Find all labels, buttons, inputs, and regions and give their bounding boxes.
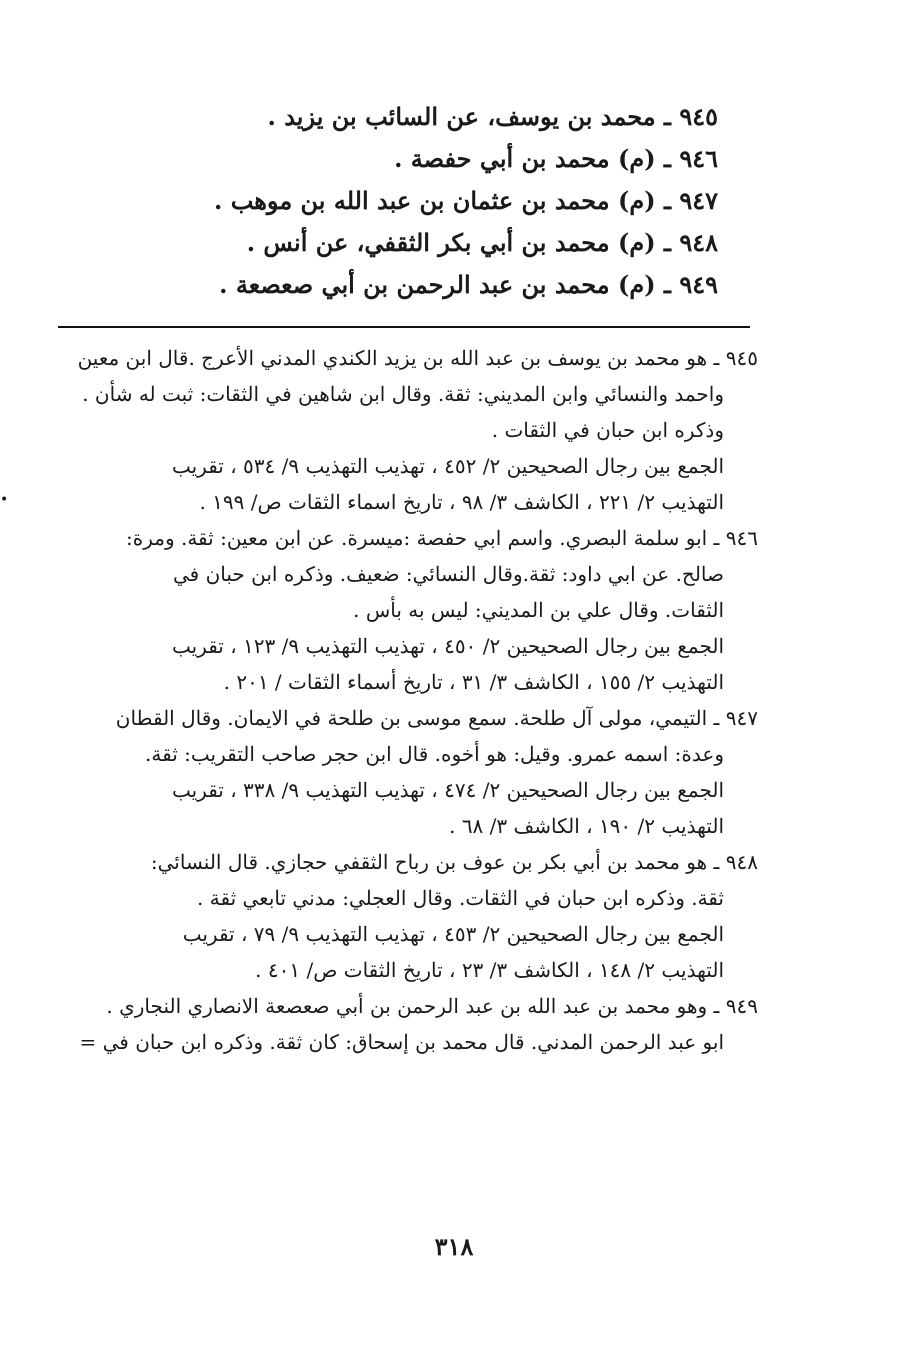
footnote-line: الجمع بين رجال الصحيحين ٢/ ٤٥٢ ، تهذيب التهذيب ٩/ ٥٣٤ ، تقريب [171, 454, 724, 478]
footnote-948 [58, 844, 758, 988]
footnotes [58, 340, 758, 1060]
main-entry: ٩٤٦ ـ (م) محمد بن أبي حفصة . [394, 144, 718, 173]
main-entry: ٩٤٨ ـ (م) محمد بن أبي بكر الثقفي، عن أنس . [246, 228, 718, 257]
footnote-line: صالح. عن ابي داود: ثقة.وقال النسائي: ضعيف. وذكره ابن حبان في [172, 562, 724, 586]
footnote-line: ٩٤٦ ـ ابو سلمة البصري. واسم ابي حفصة :ميسرة. عن ابن معين: ثقة. ومرة: [125, 526, 758, 550]
footnote-line: التهذيب ٢/ ١٥٥ ، الكاشف ٣/ ٣١ ، تاريخ أسماء الثقات / ٢٠١ . [223, 670, 724, 694]
footnote-line: ثقة. وذكره ابن حبان في الثقات. وقال العجلي: مدني تابعي ثقة . [197, 886, 724, 910]
footnote-line: التهذيب ٢/ ٢٢١ ، الكاشف ٣/ ٩٨ ، تاريخ اسماء الثقات ص/ ١٩٩ . [199, 490, 724, 514]
footnote-946 [58, 520, 758, 700]
main-entry: ٩٤٩ ـ (م) محمد بن عبد الرحمن بن أبي صعصعة . [219, 270, 718, 299]
footnote-line: التهذيب ٢/ ١٤٨ ، الكاشف ٣/ ٢٣ ، تاريخ الثقات ص/ ٤٠١ . [255, 958, 724, 982]
footnote-line: ٩٤٨ ـ هو محمد بن أبي بكر بن عوف بن رباح الثقفي حجازي. قال النسائي: [150, 850, 758, 874]
footnote-line: ٩٤٥ ـ هو محمد بن يوسف بن عبد الله بن يزيد الكندي المدني الأعرج .قال ابن معين [77, 346, 758, 370]
main-entry: ٩٤٥ ـ محمد بن يوسف، عن السائب بن يزيد . [267, 102, 718, 131]
footnote-line: ابو عبد الرحمن المدني. قال محمد بن إسحاق: كان ثقة. وذكره ابن حبان في = [79, 1030, 724, 1054]
footnote-line: ٩٤٩ ـ وهو محمد بن عبد الله بن عبد الرحمن بن أبي صعصعة الانصاري النجاري . [106, 994, 758, 1018]
footnote-949 [58, 988, 758, 1060]
footnote-945 [58, 340, 758, 520]
footnote-line: وذكره ابن حبان في الثقات . [491, 418, 724, 442]
footnote-line: واحمد والنسائي وابن المديني: ثقة. وقال ابن شاهين في الثقات: ثبت له شأن . [82, 382, 724, 406]
footnote-separator [58, 326, 750, 328]
main-text [158, 96, 718, 306]
footnote-line: الجمع بين رجال الصحيحين ٢/ ٤٥٣ ، تهذيب التهذيب ٩/ ٧٩ ، تقريب [182, 922, 724, 946]
page-number: ٣١٨ [434, 1232, 474, 1261]
main-entry: ٩٤٧ ـ (م) محمد بن عثمان بن عبد الله بن موهب . [213, 186, 718, 215]
footnote-line: ٩٤٧ ـ التيمي، مولى آل طلحة. سمع موسى بن طلحة في الايمان. وقال القطان [115, 706, 758, 730]
footnote-line: الجمع بين رجال الصحيحين ٢/ ٤٥٠ ، تهذيب التهذيب ٩/ ١٢٣ ، تقريب [171, 634, 724, 658]
footnote-line: وعدة: اسمه عمرو. وقيل: هو أخوه. قال ابن حجر صاحب التقريب: ثقة. [145, 742, 724, 766]
footnote-line: الثقات. وقال علي بن المديني: ليس به بأس . [353, 598, 724, 622]
footnote-line: الجمع بين رجال الصحيحين ٢/ ٤٧٤ ، تهذيب التهذيب ٩/ ٣٣٨ ، تقريب [171, 778, 724, 802]
footnote-947 [58, 700, 758, 844]
footnote-line: التهذيب ٢/ ١٩٠ ، الكاشف ٣/ ٦٨ . [449, 814, 724, 838]
margin-mark: • [0, 492, 9, 508]
